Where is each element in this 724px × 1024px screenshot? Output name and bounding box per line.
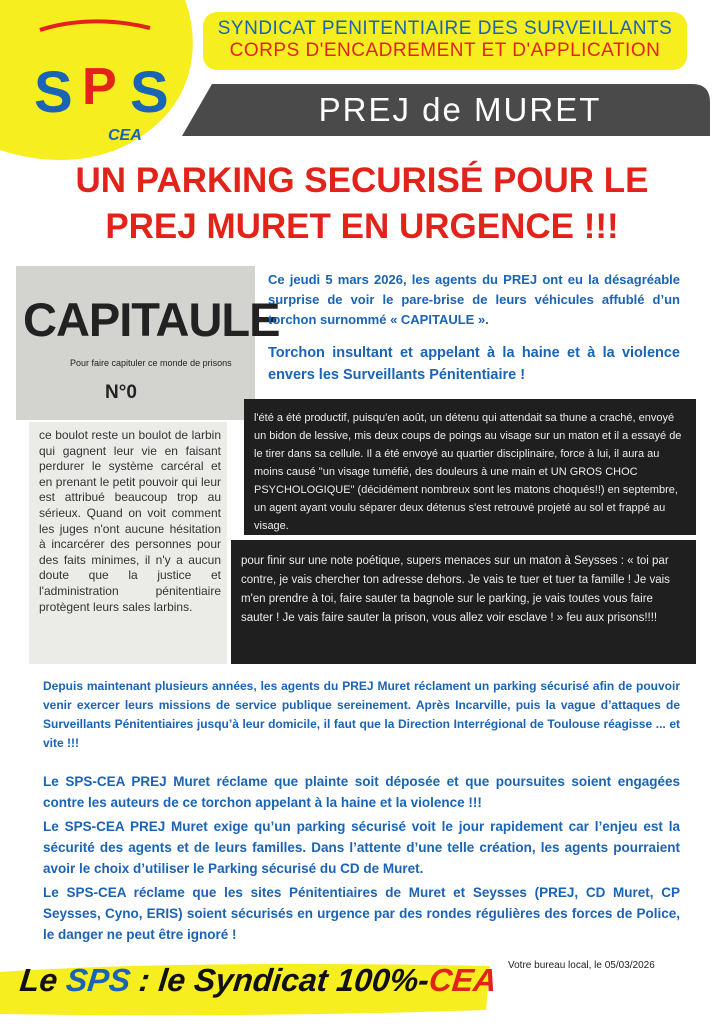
intro-highlight: Torchon insultant et appelant à la haine et à la violence envers les Surveillants Pénitentiaire ! bbox=[268, 345, 680, 383]
slogan-cea: CEA bbox=[427, 962, 499, 998]
headline-line1: UN PARKING SECURISÉ POUR LE bbox=[75, 161, 649, 200]
svg-text:P: P bbox=[82, 58, 117, 116]
paragraph-police: Le SPS-CEA réclame que les sites Pénitentiaires de Muret et Seysses (PREJ, CD Muret, CP Seysses, Cyno, ERIS) soient sécurisés en urgence par des rondes régulières des forces de Police, le danger ne peut être ignoré ! bbox=[43, 885, 680, 942]
paragraph-complaint: Le SPS-CEA PREJ Muret réclame que plainte soit déposée et que poursuites soient engagées contre les auteurs de ce torchon appelant à la haine et la violence !!! bbox=[43, 774, 680, 810]
header-site-name: PREJ de MURET bbox=[318, 91, 602, 128]
headline-line2: PREJ MURET EN URGENCE !!! bbox=[105, 207, 619, 246]
tract-excerpt-left: ce boulot reste un boulot de larbin qui gagnent leur vie en faisant perdurer le système carcéral et en prenant le petit pouvoir qui leur est attribué beaucoup trop au sérieux. Quand on voit comment les juges n'ont aucune hésitation à incarcérer des personnes pour des faits minimes, il n'y a aucun doute que la justice et l'administration pénitentiaire protègent leurs sales larbins. bbox=[29, 422, 227, 664]
sps-logo bbox=[0, 0, 200, 170]
slogan-part-a: Le bbox=[18, 962, 69, 998]
svg-text:CEA: CEA bbox=[108, 127, 142, 144]
paragraph-context: Depuis maintenant plusieurs années, les agents du PREJ Muret réclament un parking sécurisé afin de pouvoir venir exercer leurs missions de service publique sereinement. Après Incarville, puis la vague d’attaques de Surveillants Pénitentiaires jusqu’à leur domicile, il faut que la Direction Interrégional de Toulouse réagisse ... et vite !!! bbox=[43, 679, 680, 750]
svg-text:S: S bbox=[130, 60, 169, 125]
tract-excerpt-dark-1: l'été a été productif, puisqu'en août, un détenu qui attendait sa thune a craché, envoyé un bidon de lessive, mis deux coups de poings au visage sur un maton et il a essayé de le tirer dans sa cellule. Il a été envoyé au quartier disciplinaire, force à lui, il aura au moins causé "un visage tuméfié, des douleurs à une main et UN GROS CHOC PSYCHOLOGIQUE" (décidément nombreux sont les matons choqués!!) en septembre, un agent ayant voulu séparer deux détenus s'est retrouvé projeté au sol et frappé au visage. bbox=[244, 399, 696, 535]
page-title bbox=[14, 158, 710, 250]
tract-excerpt-dark-2: pour finir sur une note poétique, supers menaces sur un maton à Seysses : « toi par contre, je vais chercher ton adresse dehors. Je vais te tuer et tuer ta famille ! Je vais m'en prendre à toi, faire sauter ta bagnole sur le parking, je vais toutes vous faire sauter ! Je vais faire sauter la prison, vous allez voir esclave ! » feu aux prisons!!!! bbox=[231, 540, 696, 664]
header-line1: SYNDICAT PENITENTIAIRE DES SURVEILLANTS bbox=[217, 18, 673, 39]
slogan-part-c: : le Syndicat 100%- bbox=[128, 962, 431, 998]
intro-text: Ce jeudi 5 mars 2026, les agents du PREJ ont eu la désagréable surprise de voir le pare-brise de leurs véhicules affublé d’un torchon surnommé « CAPITAULE ». bbox=[268, 272, 680, 327]
paragraph-parking: Le SPS-CEA PREJ Muret exige qu’un parking sécurisé voit le jour rapidement car l’enjeu est la sécurité des agents et de leurs familles. Dans l’attente d’une telle création, les agents pourraient avoir le choix d’utiliser le Parking sécurisé du CD de Muret. bbox=[43, 819, 680, 876]
header-union-name bbox=[203, 12, 687, 70]
footer-slogan bbox=[18, 962, 498, 999]
footer-date: Votre bureau local, le 05/03/2026 bbox=[508, 960, 655, 971]
tract-subtitle: Pour faire capituler ce monde de prisons bbox=[70, 358, 232, 368]
tract-number: N°0 bbox=[105, 382, 137, 403]
header-line2: CORPS D'ENCADREMENT ET D'APPLICATION bbox=[229, 40, 661, 61]
svg-text:S: S bbox=[34, 60, 73, 125]
tract-title: CAPITAULE bbox=[23, 293, 280, 346]
slogan-sps: SPS bbox=[64, 962, 133, 998]
